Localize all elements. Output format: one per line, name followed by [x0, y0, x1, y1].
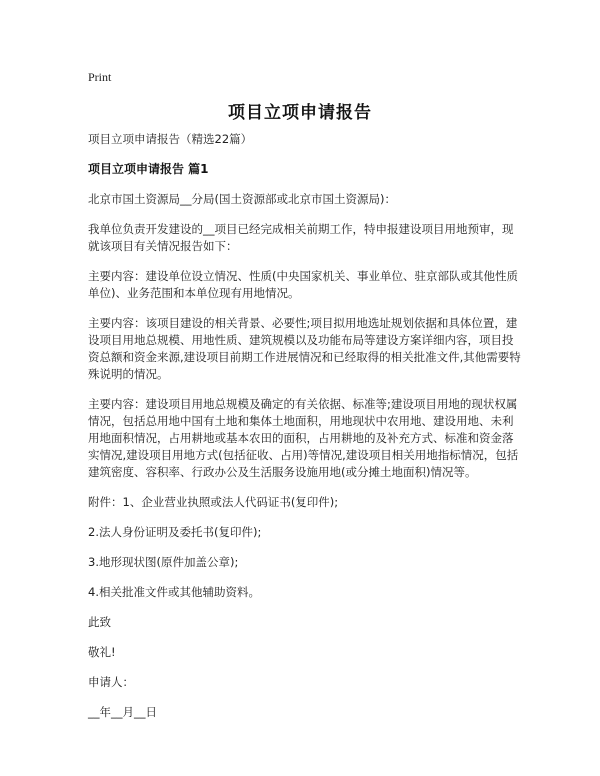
- intro-paragraph: 我单位负责开发建设的__项目已经完成相关前期工作，特申报建设项目用地预审，现就该项目有关情况报告如下：: [88, 222, 514, 253]
- attachment-item-1: 附件：1、企业营业执照或法人代码证书(复印件);: [88, 495, 339, 509]
- salutation-line: 敬礼!: [88, 645, 116, 659]
- document-body: [88, 131, 524, 734]
- document-title: 项目立项申请报告: [228, 103, 372, 123]
- project-background-paragraph: 主要内容：该项目建设的相关背景、必要性;项目拟用地选址规划依据和具体位置，建设项目用地总规模、用地性质、建筑规模以及功能布局等建设方案详细内容，项目投资总额和资金来源,建设项目前期工作进展情况和已经取得的相关批准文件,其他需要特殊说明的情况。: [88, 316, 521, 381]
- date-line: __年__月__日: [88, 705, 157, 719]
- land-use-paragraph: 主要内容：建设项目用地总规模及确定的有关依据、标准等;建设项目用地的现状权属情况，包括总用地中国有土地和集体土地面积，用地现状中农用地、建设用地、未利用地面积情况，占用耕地或基本农田的面积，占用耕地的及补充方式、标准和资金落实情况,建设项目用地方式(包括征收、占用)等情况,建设项目相关用地指标情况，包括建筑密度、容积率、行政办公及生活服务设施用地(或分摊土地面积)情况等。: [88, 397, 519, 479]
- applicant-line: 申请人：: [88, 675, 134, 689]
- document-subtitle: 项目立项申请报告（精选22篇）: [88, 132, 253, 146]
- attachment-item-3: 3.地形现状图(原件加盖公章);: [88, 555, 239, 569]
- closing-line: 此致: [88, 615, 111, 629]
- unit-info-paragraph: 主要内容：建设单位设立情况、性质(中央国家机关、事业单位、驻京部队或其他性质单位)、业务范围和本单位现有用地情况。: [88, 269, 518, 300]
- print-link[interactable]: Print: [88, 70, 112, 84]
- attachment-item-2: 2.法人身份证明及委托书(复印件);: [88, 525, 262, 539]
- attachment-item-4: 4.相关批准文件或其他辅助资料。: [88, 585, 260, 599]
- addressee-paragraph: 北京市国土资源局__分局(国土资源部或北京市国土资源局)：: [88, 192, 396, 206]
- section-heading: 项目立项申请报告 篇1: [88, 162, 209, 176]
